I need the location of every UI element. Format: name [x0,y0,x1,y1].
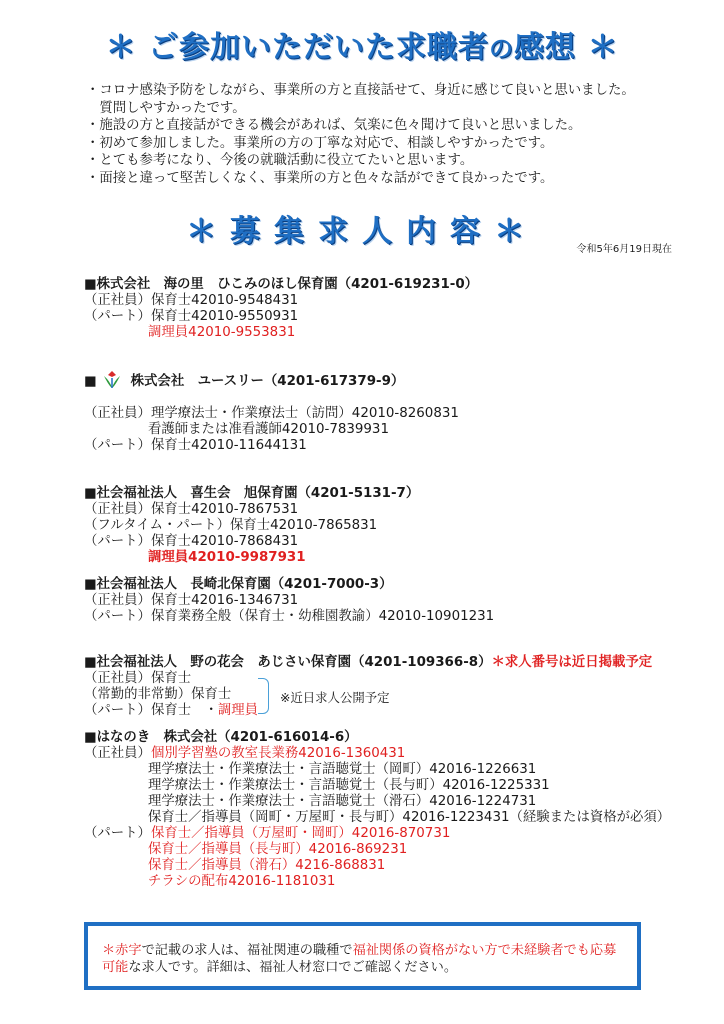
employer-header [84,655,652,671]
publish-note: ※近日求人公開予定 [280,690,390,705]
impression-item: ・初めて参加しました。事業所の方の丁寧な対応で、相談しやすかったです。 [86,135,554,151]
bracket-divider [258,678,269,714]
job-line: （パート）保育士42010-11644131 [84,438,307,453]
employer-header: ■はなのき 株式会社（4201-616014-6） [84,730,358,745]
title-star-left: ＊ [105,30,137,65]
impressions-title [0,22,724,66]
job-line-red: 保育士／指導員（万屋町・岡町）42016-870731 [150,826,451,841]
impression-item: 質問しやすかったです。 [86,100,246,116]
title-impressions-no: の [489,35,514,63]
as-of-date: 令和5年6月19日現在 [576,244,672,255]
employer-nagasaki [84,577,494,625]
notice-text: で記載の求人は、福祉関連の職種で [141,943,353,958]
employer-nonohana [84,655,652,719]
job-line: 理学療法士・作業療法士・言語聴覚士（長与町）42016-1225331 [148,778,550,793]
notice-box [84,922,641,990]
title-star-right: ＊ [587,30,619,65]
job-line: （フルタイム・パート）保育士42010-7865831 [84,518,378,533]
impression-item: ・面接と違って堅苦しくなく、事業所の方と色々な話ができて良かったです。 [86,170,554,186]
title-impressions-main: ご参加いただいた求職者 [148,30,489,65]
job-line [84,746,670,762]
employer-header-text: ■社会福祉法人 野の花会 あじさい保育園（4201-109366-8） [84,655,492,670]
job-line: （正社員）理学療法士・作業療法士（訪問）42010-8260831 [84,406,459,421]
job-line: （正社員）保育士 [84,671,192,686]
employer-header: ■株式会社 海の里 ひこみのほし保育園（4201-619231-0） [84,277,479,292]
employer-name: 株式会社 ユースリー（4201-617379-9） [130,374,405,389]
job-type-label: （パート） [84,826,151,841]
impressions-list [86,82,635,187]
employer-yusuri [84,368,459,454]
job-line: （正社員）保育士42010-9548431 [84,293,299,308]
job-line-text: （パート）保育士 ・ [84,703,218,718]
job-line: （常勤的非常勤）保育士 [84,687,232,702]
notice-text: な求人です。詳細は、福祉人材窓口でご確認ください。 [128,960,458,975]
job-line: （パート）保育士42010-7868431 [84,534,299,549]
job-line: 理学療法士・作業療法士・言語聴覚士（岡町）42016-1226631 [148,762,537,777]
job-line-red: 調理員 [217,703,259,718]
job-line: 看護師または准看護師42010-7839931 [148,422,389,437]
job-line: （正社員）保育士42010-7867531 [84,502,299,517]
job-line-red: 個別学習塾の教室長業務42016-1360431 [150,746,406,761]
job-line-red: チラシの配布42016-1181031 [148,874,336,889]
impression-item: ・施設の方と直接話ができる機会があれば、気楽に色々聞けて良いと思いました。 [86,118,582,133]
job-line: （正社員）保育士42016-1346731 [84,593,299,608]
employer-umi [84,277,478,341]
employer-hananoki [84,730,670,890]
employer-header: ■社会福祉法人 長崎北保育園（4201-7000-3） [84,577,393,592]
job-line: （パート）保育士42010-9550931 [84,309,299,324]
job-line-red: 保育士／指導員（滑石）4216-868831 [148,858,386,873]
company-logo-icon [101,368,123,390]
job-line-red: 保育士／指導員（長与町）42016-869231 [148,842,408,857]
job-line-red: 調理員42010-9987931 [148,550,306,565]
notice-red-text: ＊赤字 [102,943,142,958]
job-line [84,826,670,842]
employer-kiseikai [84,486,419,566]
employer-header [84,368,459,390]
header-bullet: ■ [84,374,97,389]
impression-item: ・コロナ感染予防をしながら、事業所の方と直接話せて、身近に感じて良いと思いました。 [86,83,635,98]
job-type-label: （正社員） [84,746,151,761]
jobs-title: ＊募集求人内容＊ [186,214,538,249]
employer-header: ■社会福祉法人 喜生会 旭保育園（4201-5131-7） [84,486,420,501]
impression-item: ・とても参考になり、今後の就職活動に役立てたいと思います。 [86,153,474,168]
job-line: （パート）保育業務全般（保育士・幼稚園教諭）42010-10901231 [84,609,495,624]
job-line-red: 調理員42010-9553831 [148,325,296,340]
title-impressions-end: 感想 [514,30,576,65]
job-line: 理学療法士・作業療法士・言語聴覚士（滑石）42016-1224731 [148,794,537,809]
job-line: 保育士／指導員（岡町・万屋町・長与町）42016-1223431（経験または資格が必須） [148,810,671,825]
employer-header-note: ＊求人番号は近日掲載予定 [491,655,653,670]
notice-red-text: 福祉関係の資格がない方で未経験者でも応募可能 [102,943,617,975]
